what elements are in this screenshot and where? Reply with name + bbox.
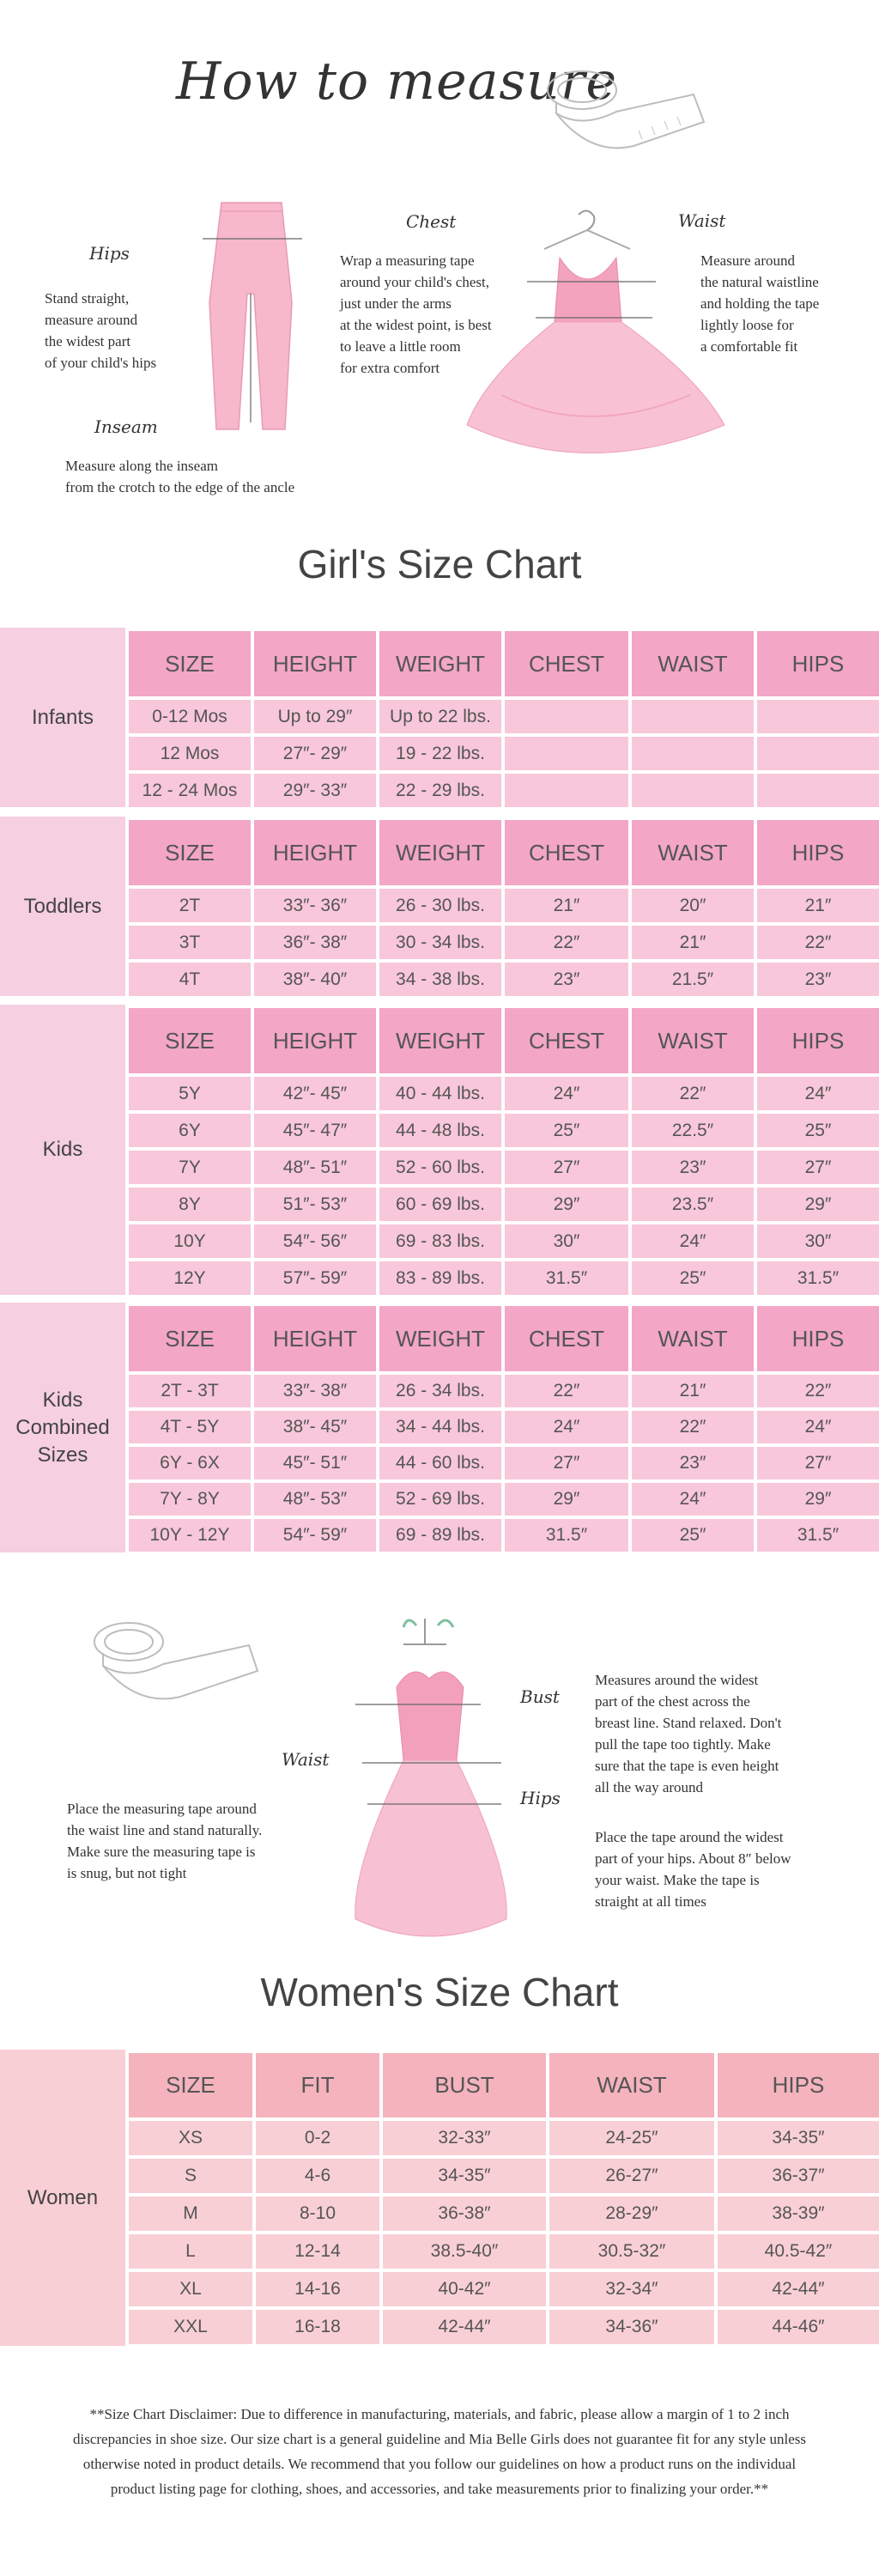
table-cell: 25″ [501,1110,628,1147]
table-cell: 21″ [628,922,754,959]
table-cell: 25″ [628,1516,754,1552]
column-header: BUST [379,2050,546,2117]
column-header: CHEST [501,817,628,885]
table-cell [628,733,754,770]
column-header: HIPS [754,628,879,696]
table-cell: 30″ [501,1221,628,1258]
table-cell: M [125,2193,252,2231]
table-cell: 40-42″ [379,2269,546,2306]
table-cell [754,696,879,733]
table-cell: 10Y [125,1221,251,1258]
table-cell: 22″ [628,1073,754,1110]
table-cell: 21″ [501,885,628,922]
table-cell: 83 - 89 lbs. [376,1258,501,1295]
table-row [125,922,879,959]
group-label: Kids Combined Sizes [0,1303,125,1552]
table-cell: 3T [125,922,251,959]
table-cell: 26 - 30 lbs. [376,885,501,922]
table-cell: 22.5″ [628,1110,754,1147]
size-group [0,1005,879,1295]
table-cell: 27″ [754,1147,879,1184]
table-cell: 24″ [501,1073,628,1110]
table-cell: 36″- 38″ [251,922,376,959]
table-cell: 10Y - 12Y [125,1516,251,1552]
table-cell: 22″ [628,1407,754,1443]
table-row [125,2306,879,2344]
table-cell: 34 - 38 lbs. [376,959,501,996]
table-cell [501,696,628,733]
table-cell: 29″- 33″ [251,770,376,807]
column-header: HEIGHT [251,817,376,885]
table-cell: 52 - 60 lbs. [376,1147,501,1184]
table-cell: XL [125,2269,252,2306]
table-cell: 21.5″ [628,959,754,996]
table-cell: 24″ [501,1407,628,1443]
table-row [125,1221,879,1258]
column-header: HEIGHT [251,1303,376,1371]
women-hips-description: Place the tape around the widest part of your hips. About 8″ below your waist. Make the tape is straight at all times [595,1829,791,1910]
table-cell: 8-10 [252,2193,379,2231]
measuring-tape-icon-2 [86,1614,266,1717]
table-cell: 32-34″ [546,2269,714,2306]
waist-description: Measure around the natural waistline and holding the tape lightly loose for a comfortable fit [700,252,820,355]
table-cell: 12Y [125,1258,251,1295]
table-cell: 25″ [628,1258,754,1295]
table-cell: 42-44″ [714,2269,879,2306]
table-cell: 4T [125,959,251,996]
women-waist-label: Waist [282,1749,330,1770]
table-cell: 24″ [754,1073,879,1110]
table-cell: Up to 29″ [251,696,376,733]
size-group [0,628,879,807]
table-cell: 22″ [501,922,628,959]
table-cell: 38.5-40″ [379,2231,546,2269]
table-cell: 44 - 60 lbs. [376,1443,501,1479]
table-cell: 23″ [501,959,628,996]
table-cell: 45″- 51″ [251,1443,376,1479]
table-row [125,2269,879,2306]
column-header: WAIST [628,628,754,696]
group-label: Infants [0,628,125,807]
column-header: HIPS [714,2050,879,2117]
column-header: SIZE [125,2050,252,2117]
column-header: SIZE [125,817,251,885]
column-header: WAIST [628,1303,754,1371]
table-cell: 26 - 34 lbs. [376,1371,501,1407]
table-cell: 12 - 24 Mos [125,770,251,807]
table-cell: 57″- 59″ [251,1258,376,1295]
table-row [125,885,879,922]
table-row [125,733,879,770]
column-header: WEIGHT [376,1005,501,1073]
table-cell: 23.5″ [628,1184,754,1221]
table-cell: XS [125,2117,252,2155]
table-cell: 24″ [754,1407,879,1443]
table-cell: 22 - 29 lbs. [376,770,501,807]
hips-label: Hips [89,243,130,264]
table-cell: 44-46″ [714,2306,879,2344]
women-waist-description: Place the measuring tape around the waist line and stand naturally. Make sure the measuring tape is is snug, but not tight [67,1801,263,1881]
table-cell: 34 - 44 lbs. [376,1407,501,1443]
table-cell: 52 - 69 lbs. [376,1479,501,1516]
table-cell: 0-2 [252,2117,379,2155]
table-cell: 14-16 [252,2269,379,2306]
table-cell: 28-29″ [546,2193,714,2231]
table-cell: 12-14 [252,2231,379,2269]
column-header: SIZE [125,1005,251,1073]
table-cell: XXL [125,2306,252,2344]
table-cell: 48″- 51″ [251,1147,376,1184]
table-cell: 34-35″ [379,2155,546,2193]
table-row [125,696,879,733]
table-cell: 36-38″ [379,2193,546,2231]
table-row [125,2231,879,2269]
table-cell: 40 - 44 lbs. [376,1073,501,1110]
table-cell: 45″- 47″ [251,1110,376,1147]
table-cell: 69 - 89 lbs. [376,1516,501,1552]
table-cell: 42-44″ [379,2306,546,2344]
measuring-tape-icon [539,60,711,172]
table-cell: 27″ [501,1443,628,1479]
table-cell: 22″ [754,922,879,959]
table-cell: 12 Mos [125,733,251,770]
chest-label: Chest [406,211,457,232]
table-cell: 38-39″ [714,2193,879,2231]
table-cell: 30″ [754,1221,879,1258]
table-cell: 69 - 83 lbs. [376,1221,501,1258]
table-cell: 4-6 [252,2155,379,2193]
table-cell: 8Y [125,1184,251,1221]
bust-description: Measures around the widest part of the chest across the breast line. Stand relaxed. Don't pull the tape too tightly. Make sure that the tape is even height all the way around [595,1672,782,1795]
table-cell: 33″- 38″ [251,1371,376,1407]
table-cell: 38″- 40″ [251,959,376,996]
group-label-women: Women [0,2050,125,2346]
column-header: SIZE [125,1303,251,1371]
table-header-row [125,2050,879,2117]
table-row [125,959,879,996]
table-row [125,1147,879,1184]
column-header: WEIGHT [376,628,501,696]
table-header-row [125,1303,879,1371]
table-cell: 23″ [628,1147,754,1184]
chest-description: Wrap a measuring tape around your child's chest, just under the arms at the widest point, is best to leave a little room for extra comfort [340,252,492,376]
table-cell: 31.5″ [754,1516,879,1552]
table-row [125,2155,879,2193]
table-row [125,1184,879,1221]
table-cell: Up to 22 lbs. [376,696,501,733]
table-header-row [125,1005,879,1073]
table-cell: 23″ [754,959,879,996]
table-row [125,2193,879,2231]
pink-gown-illustration [343,1610,515,1945]
table-row [125,1110,879,1147]
waist-label: Waist [678,210,726,231]
table-cell: 60 - 69 lbs. [376,1184,501,1221]
table-cell: 31.5″ [501,1516,628,1552]
tutu-dress-illustration [450,206,742,489]
table-header-row [125,628,879,696]
table-cell: 6Y - 6X [125,1443,251,1479]
table-cell: 7Y - 8Y [125,1479,251,1516]
table-cell: 19 - 22 lbs. [376,733,501,770]
table-cell: 6Y [125,1110,251,1147]
table-cell: 44 - 48 lbs. [376,1110,501,1147]
column-header: HIPS [754,1303,879,1371]
table-cell: 40.5-42″ [714,2231,879,2269]
table-cell: 24″ [628,1479,754,1516]
table-cell: 38″- 45″ [251,1407,376,1443]
column-header: HEIGHT [251,628,376,696]
table-cell: 2T - 3T [125,1371,251,1407]
column-header: FIT [252,2050,379,2117]
table-cell: 7Y [125,1147,251,1184]
table-cell [628,770,754,807]
table-row [125,1479,879,1516]
table-cell: 24-25″ [546,2117,714,2155]
table-cell: 4T - 5Y [125,1407,251,1443]
table-row [125,1443,879,1479]
table-cell: 51″- 53″ [251,1184,376,1221]
table-cell: 24″ [628,1221,754,1258]
table-row [125,1516,879,1552]
table-cell [754,770,879,807]
column-header: CHEST [501,628,628,696]
table-cell: 29″ [754,1184,879,1221]
table-cell: 34-36″ [546,2306,714,2344]
size-chart-disclaimer: **Size Chart Disclaimer: Due to difference in manufacturing, materials, and fabric, please allow a margin of 1 to 2 inch discrepancies in shoe size. Our size chart is a general guideline and Mia Belle Girls does not guarantee fit for any style unless otherwise noted in product details. We recommend that you follow our guidelines on how a product runs on the individual product listing page for clothing, shoes, and accessories, and take measurements prior to finalizing your order.** [73,2406,806,2497]
column-header: CHEST [501,1005,628,1073]
column-header: HIPS [754,1005,879,1073]
table-cell [501,733,628,770]
table-cell: 27″ [501,1147,628,1184]
table-header-row [125,817,879,885]
table-cell: 54″- 59″ [251,1516,376,1552]
table-row [125,770,879,807]
size-group [0,817,879,996]
table-row [125,2117,879,2155]
women-chart-title: Women's Size Chart [260,1970,619,2014]
column-header: WAIST [546,2050,714,2117]
column-header: HIPS [754,817,879,885]
pants-illustration [196,199,307,438]
table-cell: 31.5″ [754,1258,879,1295]
table-cell: L [125,2231,252,2269]
table-cell: 33″- 36″ [251,885,376,922]
table-cell: 21″ [754,885,879,922]
table-cell: 25″ [754,1110,879,1147]
column-header: WEIGHT [376,817,501,885]
table-row [125,1371,879,1407]
table-cell: 48″- 53″ [251,1479,376,1516]
table-cell: 27″ [754,1443,879,1479]
size-group [0,1303,879,1552]
table-cell: 27″- 29″ [251,733,376,770]
column-header: WAIST [628,1005,754,1073]
table-cell: 23″ [628,1443,754,1479]
inseam-description: Measure along the inseam from the crotch to the edge of the ancle [65,458,295,495]
column-header: SIZE [125,628,251,696]
column-header: WAIST [628,817,754,885]
page-title: How to measure [176,52,617,112]
table-cell: S [125,2155,252,2193]
table-row [125,1073,879,1110]
table-cell: 2T [125,885,251,922]
column-header: WEIGHT [376,1303,501,1371]
table-cell: 34-35″ [714,2117,879,2155]
women-size-table [0,2050,879,2346]
table-row [125,1258,879,1295]
table-cell: 30 - 34 lbs. [376,922,501,959]
table-cell [754,733,879,770]
table-cell: 16-18 [252,2306,379,2344]
table-cell: 20″ [628,885,754,922]
table-cell: 5Y [125,1073,251,1110]
table-cell: 22″ [501,1371,628,1407]
table-cell [628,696,754,733]
table-cell: 22″ [754,1371,879,1407]
table-cell: 32-33″ [379,2117,546,2155]
group-label: Toddlers [0,817,125,996]
table-cell: 29″ [501,1184,628,1221]
table-cell: 31.5″ [501,1258,628,1295]
column-header: CHEST [501,1303,628,1371]
table-cell: 54″- 56″ [251,1221,376,1258]
table-cell: 29″ [754,1479,879,1516]
bust-label: Bust [520,1686,560,1707]
column-header: HEIGHT [251,1005,376,1073]
table-cell: 0-12 Mos [125,696,251,733]
table-row [125,1407,879,1443]
table-cell: 26-27″ [546,2155,714,2193]
group-label: Kids [0,1005,125,1295]
table-cell: 42″- 45″ [251,1073,376,1110]
table-cell [501,770,628,807]
girls-chart-title: Girl's Size Chart [297,542,582,586]
table-cell: 21″ [628,1371,754,1407]
hips-description: Stand straight, measure around the widest part of your child's hips [45,290,157,371]
table-cell: 30.5-32″ [546,2231,714,2269]
women-hips-label: Hips [520,1788,561,1808]
table-cell: 29″ [501,1479,628,1516]
inseam-label: Inseam [94,416,158,437]
table-cell: 36-37″ [714,2155,879,2193]
